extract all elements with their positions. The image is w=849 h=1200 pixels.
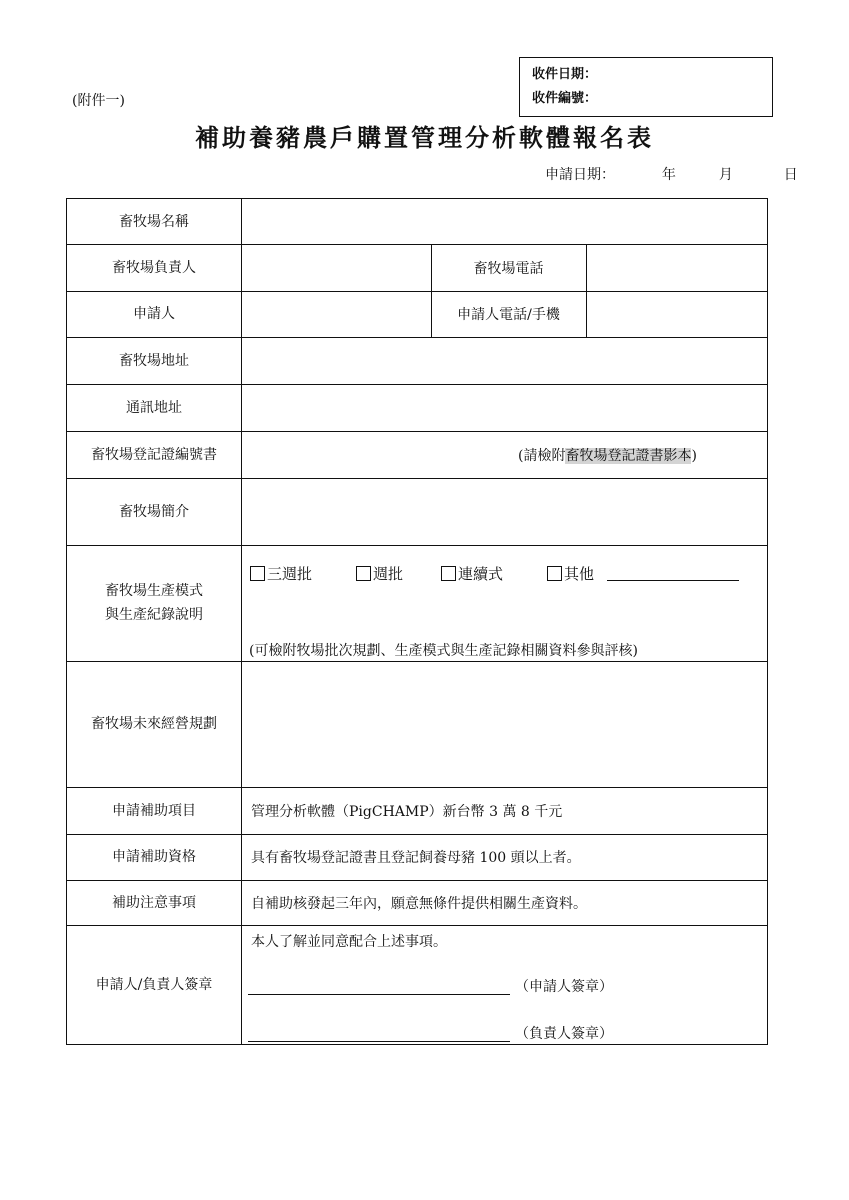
registration-note xyxy=(518,445,697,465)
checkbox-weekly-batch[interactable] xyxy=(356,566,371,581)
receipt-box xyxy=(519,57,773,117)
applicant-phone-label: 申請人電話/手機 xyxy=(457,307,560,323)
apply-date-day: 日 xyxy=(783,167,798,183)
option-label: 週批 xyxy=(373,565,404,583)
production-mode-label-line2: 與生產紀錄說明 xyxy=(105,607,203,623)
application-form-table xyxy=(66,198,768,1045)
other-fill-line[interactable] xyxy=(607,580,739,581)
farm-address-label: 畜牧場地址 xyxy=(119,352,189,369)
subsidy-qualification-label: 申請補助資格 xyxy=(112,849,196,865)
option-label: 三週批 xyxy=(267,565,313,583)
farm-owner-label: 畜牧場負責人 xyxy=(112,259,196,276)
registration-note-highlight: 畜牧場登記證書影本 xyxy=(565,448,692,464)
application-date xyxy=(545,164,798,184)
notes-label: 補助注意事項 xyxy=(112,894,196,911)
registration-note-suffix: ) xyxy=(691,448,697,464)
column-divider xyxy=(241,199,242,1044)
agreement-text: 本人了解並同意配合上述事項。 xyxy=(251,934,447,950)
future-plan-label: 畜牧場未來經營規劃 xyxy=(91,716,217,732)
receipt-date-label: 收件日期： xyxy=(532,67,598,82)
mail-address-label: 通訊地址 xyxy=(126,399,182,416)
applicant-signature-label: （申請人簽章） xyxy=(515,979,613,995)
form-title: 補助養豬農戶購置管理分析軟體報名表 xyxy=(195,123,654,152)
option-label: 其他 xyxy=(564,565,595,583)
option-weekly-batch[interactable] xyxy=(356,563,403,584)
subsidy-item-label: 申請補助項目 xyxy=(112,802,196,819)
farm-intro-label: 畜牧場簡介 xyxy=(119,503,189,520)
column-divider xyxy=(586,244,587,337)
checkbox-continuous[interactable] xyxy=(441,566,456,581)
checkbox-other[interactable] xyxy=(547,566,562,581)
farm-phone-label: 畜牧場電話 xyxy=(473,260,544,277)
farm-name-label: 畜牧場名稱 xyxy=(119,213,189,230)
owner-signature-line[interactable] xyxy=(248,1041,510,1042)
option-label: 連續式 xyxy=(458,565,504,583)
notes-value: 自補助核發起三年內，願意無條件提供相關生產資料。 xyxy=(251,896,587,912)
applicant-label: 申請人 xyxy=(133,306,175,322)
production-mode-label xyxy=(67,545,241,661)
apply-date-month: 月 xyxy=(718,167,733,183)
production-mode-label-line1: 畜牧場生產模式 xyxy=(105,583,203,599)
applicant-signature-line[interactable] xyxy=(248,994,510,995)
checkbox-three-week-batch[interactable] xyxy=(250,566,265,581)
registration-number-label: 畜牧場登記證編號書 xyxy=(91,446,217,463)
annex-label: (附件一) xyxy=(72,93,125,109)
apply-date-label: 申請日期： xyxy=(545,167,615,183)
option-three-week-batch[interactable] xyxy=(250,563,312,584)
subsidy-item-value: 管理分析軟體（PigCHAMP）新台幣 3 萬 8 千元 xyxy=(251,804,563,820)
signature-label: 申請人/負責人簽章 xyxy=(95,976,213,993)
production-note: (可檢附牧場批次規劃、生產模式與生產記錄相關資料參與評核) xyxy=(249,643,638,659)
receipt-number-label: 收件編號： xyxy=(532,91,598,106)
subsidy-qualification-value: 具有畜牧場登記證書且登記飼養母豬 100 頭以上者。 xyxy=(251,850,581,866)
option-other[interactable] xyxy=(547,563,594,584)
option-continuous[interactable] xyxy=(441,563,503,584)
registration-note-prefix: (請檢附 xyxy=(518,448,566,464)
apply-date-year: 年 xyxy=(661,167,676,183)
owner-signature-label: （負責人簽章） xyxy=(515,1026,613,1042)
